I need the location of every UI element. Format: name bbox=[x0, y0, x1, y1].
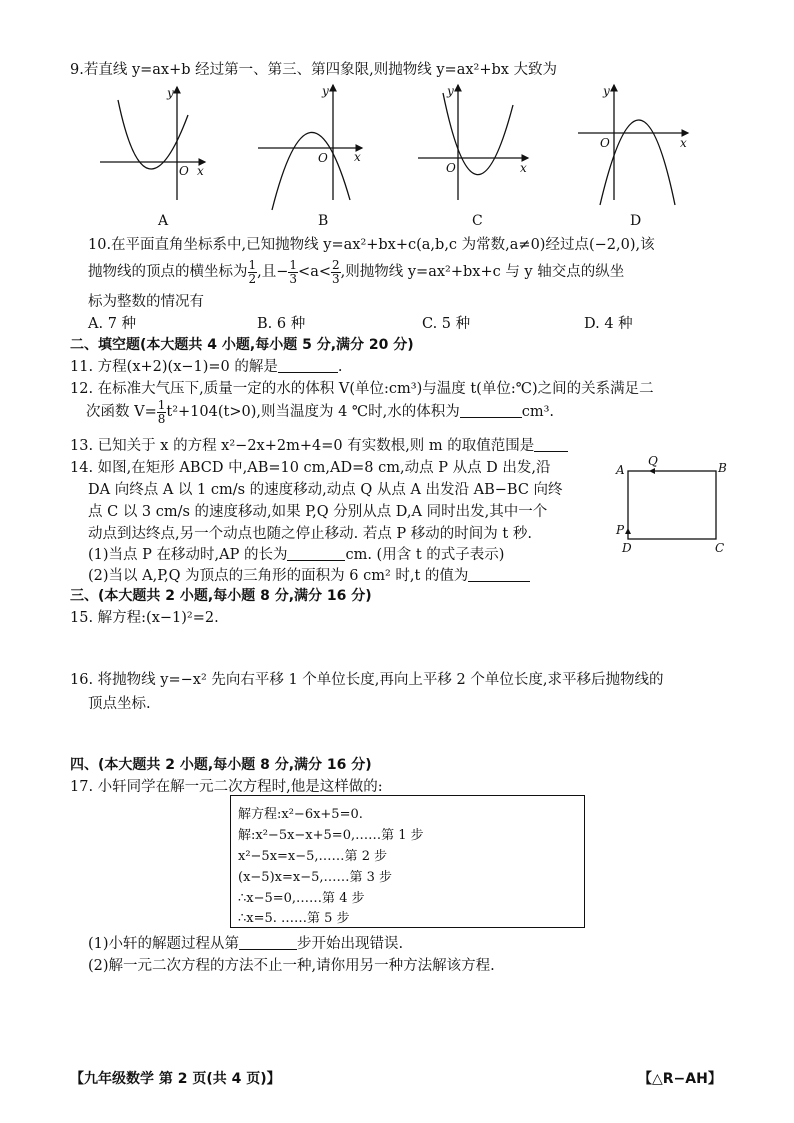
fig-label-p: P bbox=[616, 523, 625, 537]
q17-sub1-blank[interactable] bbox=[239, 935, 297, 951]
section2-heading: 二、填空题(本大题共 4 小题,每小题 5 分,满分 20 分) bbox=[70, 337, 414, 353]
q10-choice-a: A. 7 种 bbox=[88, 316, 137, 332]
graph-a bbox=[100, 86, 205, 200]
q17-sub1-a: (1)小轩的解题过程从第 bbox=[88, 936, 240, 952]
frac-twothird: $\frac{2}{3}$ bbox=[332, 257, 340, 286]
graph-b-y: y bbox=[322, 84, 329, 98]
q14-line1: 14. 如图,在矩形 ABCD 中,AB=10 cm,AD=8 cm,动点 P 从点 D 出发,沿 bbox=[70, 460, 551, 476]
q17-sub2: (2)解一元二次方程的方法不止一种,请你用另一种方法解该方程. bbox=[88, 958, 495, 974]
q12-line2-a: 次函数 V= bbox=[86, 404, 157, 420]
q10-line3: 标为整数的情况有 bbox=[88, 294, 204, 310]
q12-line2 bbox=[86, 397, 554, 427]
option-c-label: C bbox=[472, 213, 483, 229]
q11-answer-blank[interactable] bbox=[278, 358, 338, 374]
q14-sub2 bbox=[88, 564, 530, 585]
q11: 11. 方程(x+2)(x−1)=0 的解是 . bbox=[70, 359, 343, 375]
q11-text: 11. 方程(x+2)(x−1)=0 的解是 bbox=[70, 359, 278, 375]
q13-answer-blank[interactable] bbox=[534, 437, 568, 453]
q10-choice-c: C. 5 种 bbox=[422, 316, 471, 332]
q10-line2-d: ,则抛物线 y=ax²+bx+c 与 y 轴交点的纵坐 bbox=[340, 264, 625, 280]
graph-b-origin: O bbox=[318, 151, 328, 165]
fig-label-d: D bbox=[622, 541, 632, 554]
graph-c-origin: O bbox=[446, 161, 456, 175]
fig-label-c: C bbox=[715, 541, 725, 554]
q17-sub1-b: 步开始出现错误. bbox=[297, 936, 404, 952]
frac-third: $\frac{1}{3}$ bbox=[289, 257, 298, 286]
q10-line2 bbox=[88, 257, 624, 287]
graph-c-y: y bbox=[447, 84, 454, 98]
q17-sub1 bbox=[88, 932, 403, 953]
q12-line1: 12. 在标准大气压下,质量一定的水的体积 V(单位:cm³)与温度 t(单位:℃)之间的关系满足二 bbox=[70, 381, 654, 397]
q10-line2-a: 抛物线的顶点的横坐标为 bbox=[88, 264, 248, 280]
graph-d bbox=[578, 84, 688, 205]
q10-choice-d: D. 4 种 bbox=[584, 316, 633, 332]
q10-line2-c: <a< bbox=[298, 264, 331, 280]
graph-b bbox=[258, 84, 362, 210]
graph-d-x: x bbox=[680, 136, 687, 150]
graph-d-origin: O bbox=[600, 136, 610, 150]
q14-sub2-blank[interactable] bbox=[468, 567, 530, 583]
q14-sub1 bbox=[88, 543, 504, 564]
q17-box-line6: ∴x=5. ……第 5 步 bbox=[238, 911, 350, 926]
frac-half: $\frac{1}{2}$ bbox=[248, 257, 257, 286]
graph-d-y: y bbox=[603, 84, 610, 98]
fig-label-b: B bbox=[718, 461, 727, 475]
option-d-label: D bbox=[630, 213, 642, 229]
option-b-label: B bbox=[318, 213, 329, 229]
graph-a-origin: O bbox=[179, 164, 189, 178]
q10-choice-b: B. 6 种 bbox=[257, 316, 306, 332]
fig-label-a: A bbox=[616, 463, 625, 477]
graph-a-x: x bbox=[197, 164, 204, 178]
graph-c-x: x bbox=[520, 161, 527, 175]
q17-box-line4: (x−5)x=x−5,……第 3 步 bbox=[238, 870, 393, 885]
frac-eighth: $\frac{1}{8}$ bbox=[157, 397, 166, 426]
q14-line4: 动点到达终点,另一个动点也随之停止移动. 若点 P 移动的时间为 t 秒. bbox=[88, 526, 532, 542]
q13 bbox=[70, 434, 568, 455]
q10-line2-b: ,且− bbox=[257, 264, 289, 280]
q14-line2: DA 向终点 A 以 1 cm/s 的速度移动,动点 Q 从点 A 出发沿 AB−BC 向终 bbox=[88, 482, 563, 498]
q15: 15. 解方程:(x−1)²=2. bbox=[70, 610, 219, 626]
option-a-label: A bbox=[158, 213, 169, 229]
footer-left: 【九年级数学 第 2 页(共 4 页)】 bbox=[70, 1071, 281, 1087]
section3-heading: 三、(本大题共 2 小题,每小题 8 分,满分 16 分) bbox=[70, 588, 372, 604]
q14-rectangle-figure bbox=[612, 454, 742, 554]
q14-sub1-a: (1)当点 P 在移动时,AP 的长为 bbox=[88, 547, 288, 563]
q10-line1: 10.在平面直角坐标系中,已知抛物线 y=ax²+bx+c(a,b,c 为常数,a≠0)经过点(−2,0),该 bbox=[88, 237, 655, 253]
q17-box-line2: 解:x²−5x−x+5=0,……第 1 步 bbox=[238, 828, 424, 843]
q14-line3: 点 C 以 3 cm/s 的速度移动,如果 P,Q 分别从点 D,A 同时出发,其中一个 bbox=[88, 504, 548, 520]
q12-line2-b: t²+104(t>0),则当温度为 4 ℃时,水的体积为 bbox=[166, 404, 460, 420]
q17-box-line3: x²−5x=x−5,……第 2 步 bbox=[238, 849, 388, 864]
q12-answer-blank[interactable] bbox=[460, 403, 522, 419]
q9-stem: 9.若直线 y=ax+b 经过第一、第三、第四象限,则抛物线 y=ax²+bx 大致为 bbox=[70, 62, 558, 78]
q17-box-line1: 解方程:x²−6x+5=0. bbox=[238, 807, 363, 822]
q16-line1: 16. 将抛物线 y=−x² 先向右平移 1 个单位长度,再向上平移 2 个单位长度,求平移后抛物线的 bbox=[70, 672, 664, 688]
q13-text: 13. 已知关于 x 的方程 x²−2x+2m+4=0 有实数根,则 m 的取值范围是 bbox=[70, 438, 535, 454]
graph-b-x: x bbox=[354, 150, 361, 164]
footer-right: 【△R−AH】 bbox=[638, 1071, 722, 1087]
q16-line2: 顶点坐标. bbox=[88, 696, 151, 712]
graph-c bbox=[418, 84, 528, 200]
q14-sub2-text: (2)当以 A,P,Q 为顶点的三角形的面积为 6 cm² 时,t 的值为 bbox=[88, 568, 469, 584]
fig-label-q: Q bbox=[648, 454, 658, 468]
q12-unit: cm³. bbox=[521, 404, 555, 420]
q14-sub1-b: cm. (用含 t 的式子表示) bbox=[345, 547, 505, 563]
q17-box-line5: ∴x−5=0,……第 4 步 bbox=[238, 891, 365, 906]
graph-a-y: y bbox=[167, 86, 174, 100]
q17-stem: 17. 小轩同学在解一元二次方程时,他是这样做的: bbox=[70, 779, 383, 795]
section4-heading: 四、(本大题共 2 小题,每小题 8 分,满分 16 分) bbox=[70, 757, 372, 773]
q14-sub1-blank[interactable] bbox=[287, 546, 345, 562]
